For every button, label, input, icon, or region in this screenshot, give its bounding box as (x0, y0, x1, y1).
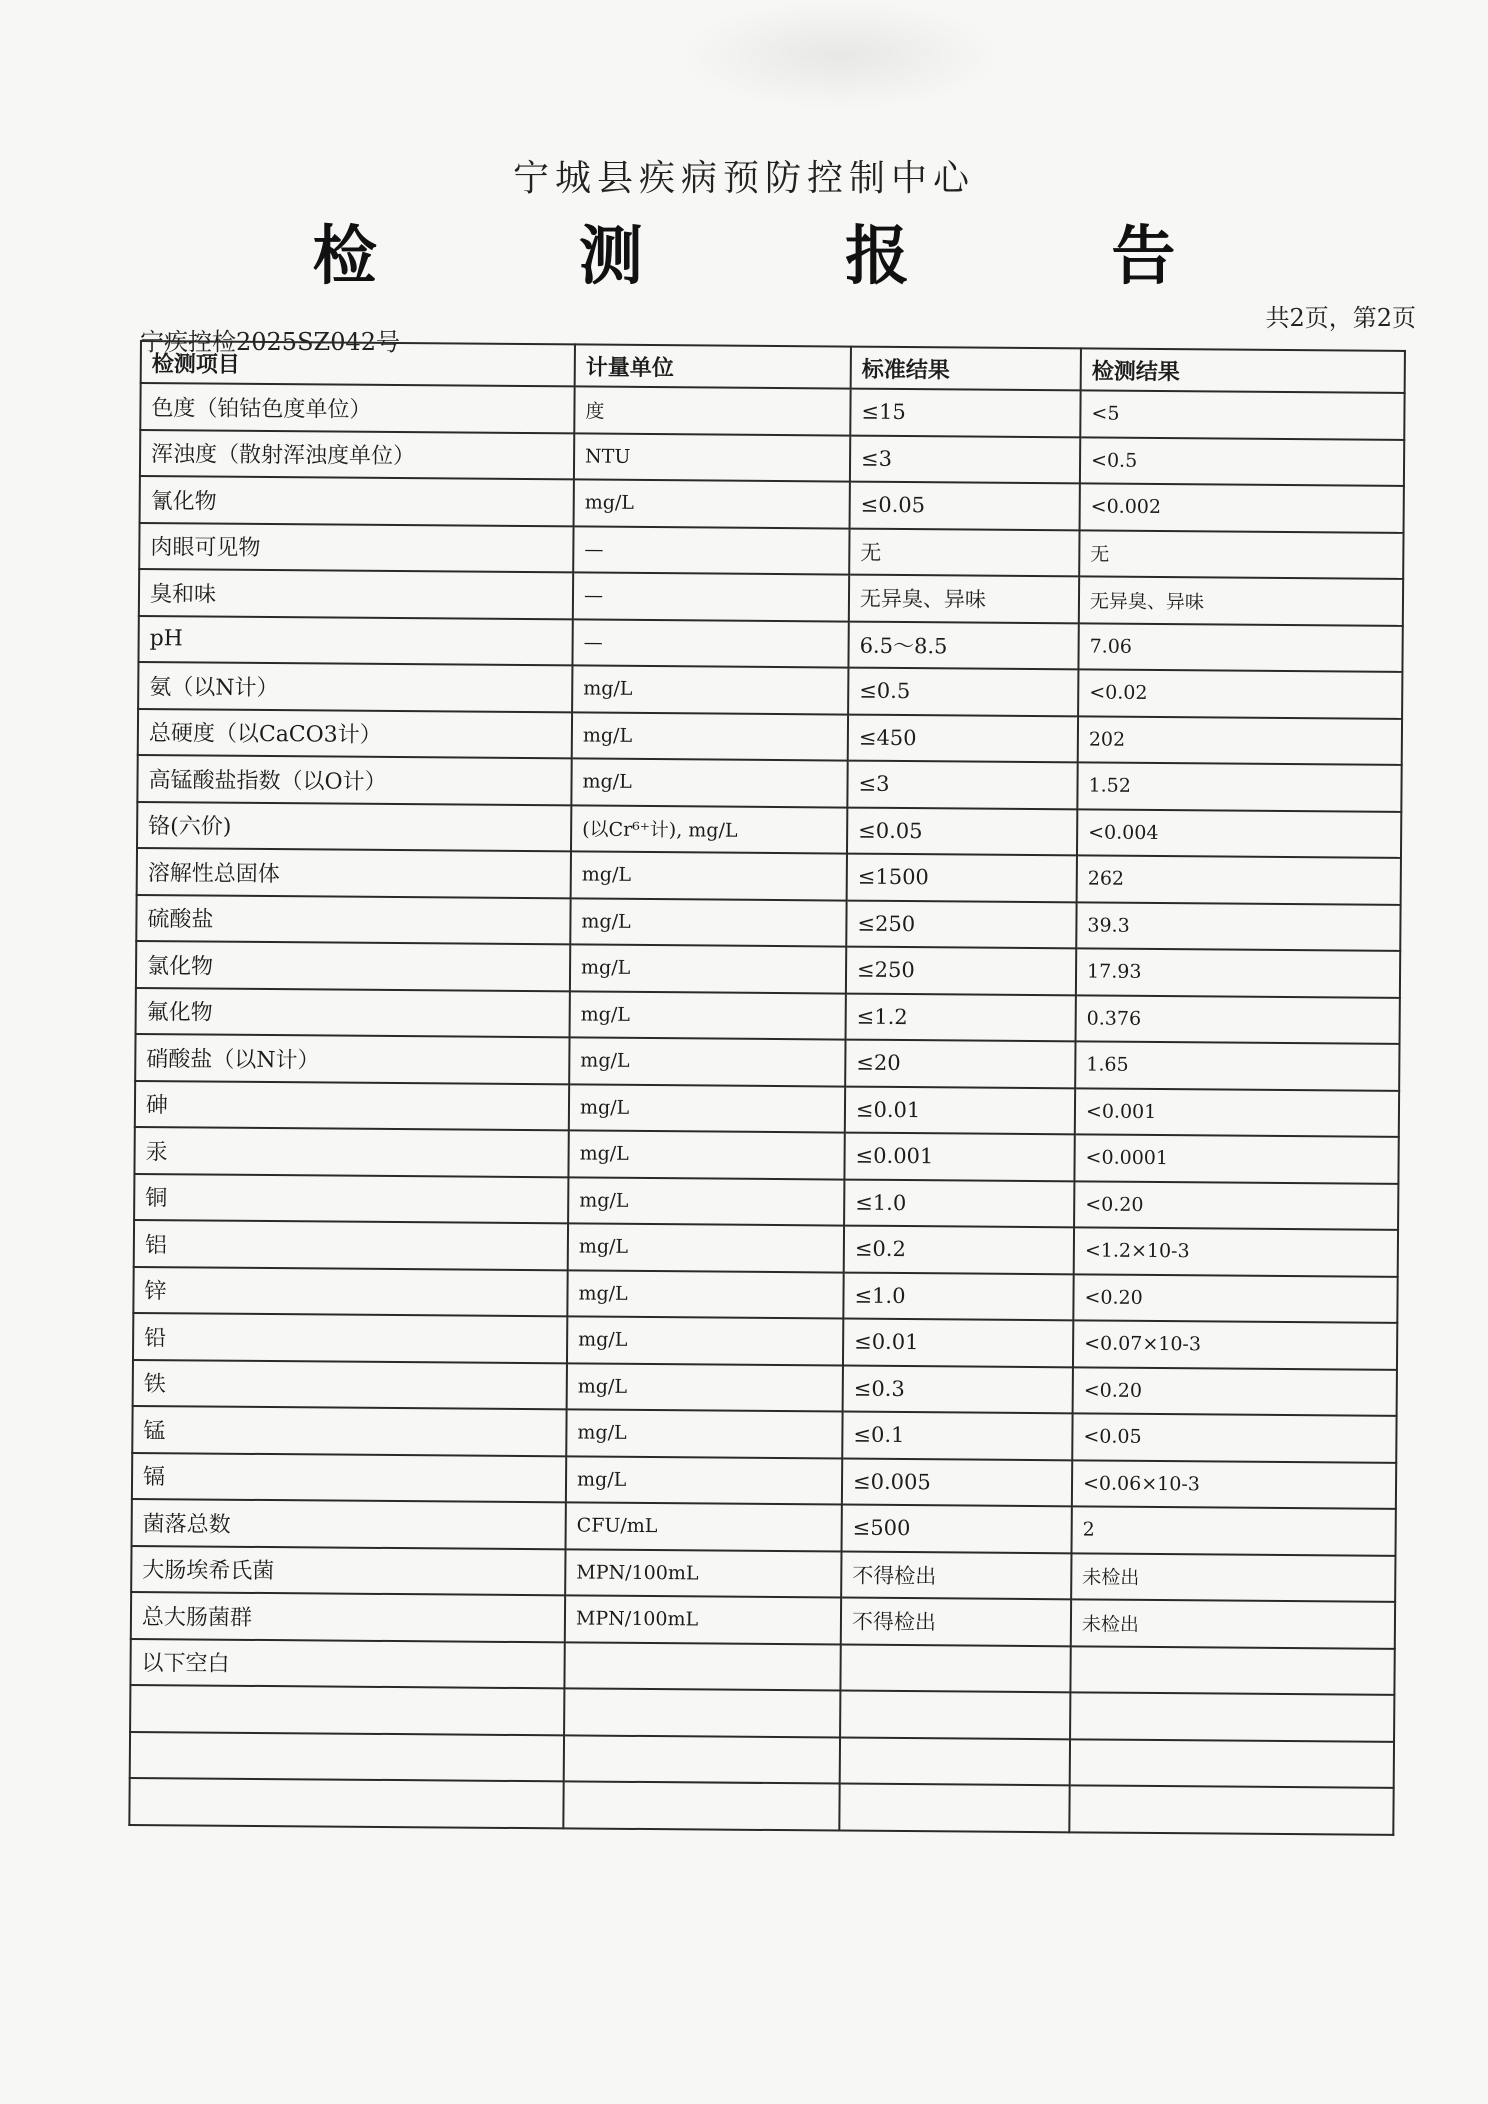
result-cell: 39.3 (1076, 902, 1400, 951)
result-cell: 7.06 (1078, 623, 1402, 672)
unit-cell: (以Cr⁶⁺计), mg/L (571, 805, 847, 854)
unit-cell: mg/L (567, 1363, 843, 1412)
result-cell: 未检出 (1071, 1599, 1395, 1648)
unit-cell: mg/L (572, 712, 848, 761)
standard-cell: ≤250 (846, 900, 1076, 948)
unit-cell: mg/L (569, 1084, 845, 1133)
unit-cell (564, 1688, 840, 1737)
result-cell (1070, 1646, 1394, 1695)
item-cell: 锌 (133, 1266, 567, 1316)
faded-stamp-mark (680, 0, 1000, 110)
result-cell: <0.20 (1073, 1367, 1397, 1416)
standard-cell: 6.5～8.5 (848, 621, 1078, 669)
item-cell: 溶解性总固体 (137, 848, 571, 898)
item-cell: 高锰酸盐指数（以O计） (137, 755, 571, 805)
item-cell (129, 1778, 563, 1828)
item-cell: 硫酸盐 (136, 894, 570, 944)
unit-cell: — (572, 619, 848, 668)
item-cell: 氰化物 (140, 476, 574, 526)
standard-cell: ≤0.01 (843, 1319, 1073, 1367)
item-cell: 砷 (135, 1080, 569, 1130)
item-cell: 硝酸盐（以N计） (135, 1034, 569, 1084)
unit-cell: mg/L (566, 1456, 842, 1505)
item-cell (130, 1685, 564, 1735)
standard-cell: ≤0.3 (843, 1365, 1073, 1413)
table-row (129, 1778, 1393, 1834)
item-cell: 汞 (134, 1127, 568, 1177)
result-cell: <0.004 (1077, 809, 1401, 858)
result-cell: <1.2×10-3 (1074, 1227, 1398, 1276)
result-cell: 1.52 (1077, 762, 1401, 811)
result-cell: <0.002 (1080, 483, 1404, 532)
standard-cell: 不得检出 (841, 1551, 1071, 1599)
result-cell: 无 (1079, 530, 1403, 579)
unit-cell: mg/L (572, 665, 848, 714)
result-cell: <0.06×10-3 (1072, 1460, 1396, 1509)
result-cell: <0.05 (1072, 1413, 1396, 1462)
unit-cell: NTU (574, 433, 850, 482)
standard-cell: ≤0.2 (844, 1226, 1074, 1274)
item-cell: 铁 (133, 1359, 567, 1409)
unit-cell: mg/L (571, 758, 847, 807)
item-cell: pH (138, 615, 572, 665)
standard-cell (840, 1737, 1070, 1785)
result-cell: <0.20 (1073, 1274, 1397, 1323)
results-table (128, 340, 1406, 1835)
standard-cell: ≤1500 (847, 854, 1077, 902)
result-cell (1069, 1785, 1393, 1834)
result-cell: 262 (1077, 855, 1401, 904)
unit-cell: mg/L (567, 1270, 843, 1319)
standard-cell (839, 1784, 1069, 1832)
result-cell: 未检出 (1071, 1553, 1395, 1602)
standard-cell: 无异臭、异味 (849, 575, 1079, 623)
item-cell: 总大肠菌群 (131, 1592, 565, 1642)
unit-cell: 度 (574, 386, 850, 435)
standard-cell: ≤0.01 (845, 1086, 1075, 1134)
standard-cell: ≤15 (850, 389, 1080, 437)
result-cell: <0.0001 (1074, 1134, 1398, 1183)
result-cell: <0.20 (1074, 1181, 1398, 1230)
standard-cell: ≤20 (845, 1040, 1075, 1088)
item-cell: 肉眼可见物 (139, 523, 573, 573)
item-cell: 铜 (134, 1173, 568, 1223)
item-cell: 大肠埃希氏菌 (131, 1545, 565, 1595)
item-cell: 臭和味 (139, 569, 573, 619)
standard-cell: ≤1.0 (843, 1272, 1073, 1320)
result-cell: <5 (1080, 390, 1404, 439)
unit-cell: mg/L (570, 898, 846, 947)
unit-cell: — (573, 572, 849, 621)
item-cell: 镉 (132, 1452, 566, 1502)
standard-cell: ≤0.001 (844, 1133, 1074, 1181)
unit-cell: MPN/100mL (565, 1549, 841, 1598)
standard-cell: ≤3 (847, 761, 1077, 809)
unit-cell: mg/L (568, 1177, 844, 1226)
unit-cell (564, 1735, 840, 1784)
item-cell: 浑浊度（散射浑浊度单位） (140, 430, 574, 480)
standard-cell: ≤0.005 (842, 1458, 1072, 1506)
unit-cell: mg/L (570, 991, 846, 1040)
standard-cell (840, 1691, 1070, 1739)
unit-cell: MPN/100mL (565, 1595, 841, 1644)
item-cell: 氯化物 (136, 941, 570, 991)
column-header: 检测项目 (141, 341, 575, 386)
standard-cell: ≤0.5 (848, 668, 1078, 716)
standard-cell: ≤1.0 (844, 1179, 1074, 1227)
result-cell: <0.02 (1078, 669, 1402, 718)
item-cell: 锰 (132, 1406, 566, 1456)
result-cell: <0.07×10-3 (1073, 1320, 1397, 1369)
standard-cell: 不得检出 (841, 1598, 1071, 1646)
standard-cell: ≤0.05 (850, 482, 1080, 530)
item-cell: 菌落总数 (132, 1499, 566, 1549)
item-cell: 铬(六价) (137, 801, 571, 851)
result-cell (1070, 1692, 1394, 1741)
item-cell (130, 1731, 564, 1781)
page-info: 共2页，第2页 (1265, 304, 1416, 332)
result-cell: 1.65 (1075, 1041, 1399, 1090)
result-cell: 2 (1072, 1506, 1396, 1555)
result-cell (1070, 1739, 1394, 1788)
standard-cell: ≤450 (848, 714, 1078, 762)
unit-cell (564, 1642, 840, 1691)
unit-cell: mg/L (566, 1409, 842, 1458)
result-cell: 无异臭、异味 (1079, 576, 1403, 625)
standard-cell: ≤250 (846, 947, 1076, 995)
standard-cell: ≤0.1 (842, 1412, 1072, 1460)
item-cell: 色度（铂钴色度单位） (140, 383, 574, 433)
unit-cell: — (573, 526, 849, 575)
result-cell: 202 (1078, 716, 1402, 765)
column-header: 标准结果 (851, 347, 1081, 391)
item-cell: 氨（以N计） (138, 662, 572, 712)
red-seal-edge (1460, 500, 1488, 820)
unit-cell: mg/L (571, 851, 847, 900)
standard-cell: ≤0.05 (847, 807, 1077, 855)
item-cell: 氟化物 (136, 987, 570, 1037)
standard-cell (840, 1644, 1070, 1692)
item-cell: 铝 (134, 1220, 568, 1270)
column-header: 检测结果 (1081, 348, 1405, 393)
column-header: 计量单位 (575, 344, 851, 388)
results-table-wrapper (128, 340, 1404, 1835)
result-cell: 17.93 (1076, 948, 1400, 997)
report-title: 检 测 报 告 (312, 220, 1266, 294)
unit-cell: mg/L (568, 1130, 844, 1179)
result-cell: <0.001 (1075, 1088, 1399, 1137)
organization-name: 宁城县疾病预防控制中心 (512, 158, 975, 199)
result-cell: <0.5 (1080, 437, 1404, 486)
unit-cell (563, 1781, 839, 1830)
report-number: 宁疾控检2025SZ042号 (140, 328, 401, 356)
standard-cell: ≤1.2 (846, 993, 1076, 1041)
unit-cell: mg/L (569, 1037, 845, 1086)
item-cell: 总硬度（以CaCO3计） (138, 708, 572, 758)
standard-cell: ≤500 (842, 1505, 1072, 1553)
unit-cell: mg/L (568, 1223, 844, 1272)
unit-cell: mg/L (567, 1316, 843, 1365)
unit-cell: mg/L (574, 479, 850, 528)
result-cell: 0.376 (1076, 995, 1400, 1044)
item-cell: 以下空白 (130, 1638, 564, 1688)
unit-cell: CFU/mL (566, 1502, 842, 1551)
item-cell: 铅 (133, 1313, 567, 1363)
standard-cell: ≤3 (850, 435, 1080, 483)
unit-cell: mg/L (570, 944, 846, 993)
standard-cell: 无 (849, 528, 1079, 576)
